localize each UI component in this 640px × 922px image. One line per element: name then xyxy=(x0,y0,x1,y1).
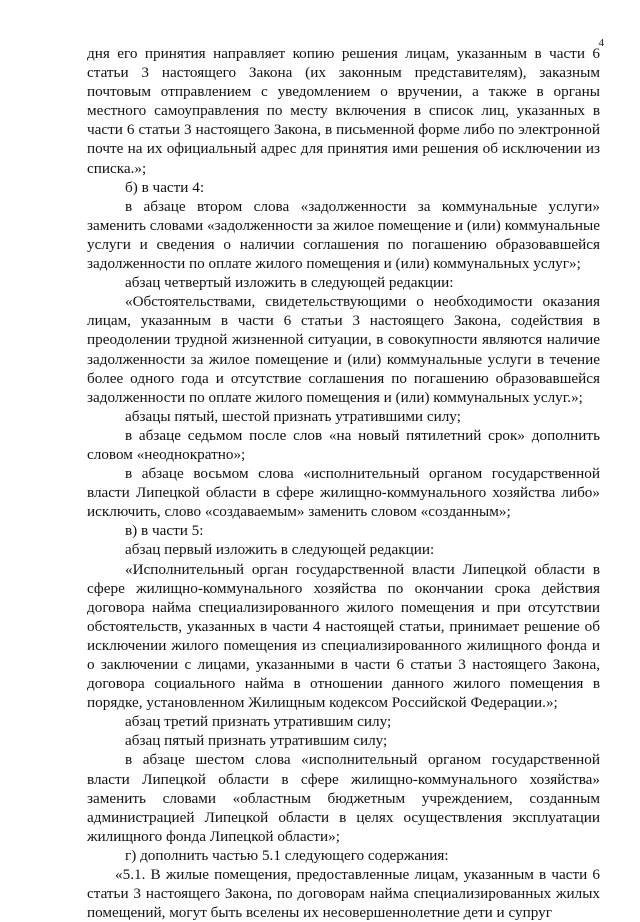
paragraph: в абзаце седьмом после слов «на новый пятилетний срок» дополнить словом «неоднократно»; xyxy=(87,426,600,463)
paragraph: абзац пятый признать утратившим силу; xyxy=(125,732,388,750)
paragraph: абзацы пятый, шестой признать утратившими силу; xyxy=(125,407,461,425)
paragraph: в абзаце втором слова «задолженности за коммунальные услуги» заменить словами «задолженности за жилое помещение и (или) коммунальные услуги и сведения о наличии соглашения по погашению образовавшейся задолженности по оплате жилого помещения и (или) коммунальных услуг»; xyxy=(87,197,600,273)
page-number: 4 xyxy=(598,37,604,49)
paragraph: в абзаце шестом слова «исполнительный органом государственной власти Липецкой области в сфере жилищно-коммунального хозяйства» заменить словами «областным бюджетным учреждением, созданным администрацией Липецкой области в целях осуществления эксплуатации жилищного фонда Липецкой области»; xyxy=(87,751,600,845)
paragraph: абзац первый изложить в следующей редакции: xyxy=(125,541,435,559)
paragraph: абзац третий признать утратившим силу; xyxy=(125,713,392,731)
paragraph: «Обстоятельствами, свидетельствующими о необходимости оказания лицам, указанным в части 6 статьи 3 настоящего Закона, содействия в преодолении трудной жизненной ситуации, в совокупности являются наличие задолженности за жилое помещение и (или) коммунальные услуги в течение более одного года и отсутствие соглашения по погашению образовавшейся задолженности по оплате жилого помещения и (или) коммунальных услуг.»; xyxy=(87,293,600,406)
paragraph: дня его принятия направляет копию решения лицам, указанным в части 6 статьи 3 настоящего Закона (их законным представителям), заказным почтовым отправлением с уведомлением о вручении, а также в органы местного самоуправления по месту включения в список лиц, указанных в части 6 статьи 3 настоящего Закона, в письменной форме либо по электронной почте на их официальный адрес для принятия ими решения об исключении из списка.»; xyxy=(87,45,600,177)
paragraph: б) в части 4: xyxy=(125,178,205,196)
paragraph: г) дополнить частью 5.1 следующего содержания: xyxy=(125,846,449,864)
document-body xyxy=(87,44,600,922)
paragraph: в абзаце восьмом слова «исполнительный органом государственной власти Липецкой области в сфере жилищно-коммунального хозяйства либо» исключить, слово «создаваемым» заменить словом «созданным»; xyxy=(87,465,600,521)
paragraph: в) в части 5: xyxy=(125,522,204,540)
paragraph: «5.1. В жилые помещения, предоставленные лицам, указанным в части 6 статьи 3 настоящего Закона, по договорам найма специализированных жилых помещений, могут быть вселены их несовершеннолетние дети и супруг xyxy=(87,866,600,922)
paragraph: абзац четвертый изложить в следующей редакции: xyxy=(125,274,454,292)
paragraph: «Исполнительный орган государственной власти Липецкой области в сфере жилищно-коммунального хозяйства по окончании срока действия договора найма специализированного жилого помещения и при отсутствии обстоятельств, указанных в части 4 настоящей статьи, принимает решение об исключении жилого помещения из специализированного жилищного фонда и о заключении с лицами, указанными в части 6 статьи 3 настоящего Закона, договора социального найма в отношении данного жилого помещения в порядке, установленном Жилищным кодексом Российской Федерации.»; xyxy=(87,560,600,712)
